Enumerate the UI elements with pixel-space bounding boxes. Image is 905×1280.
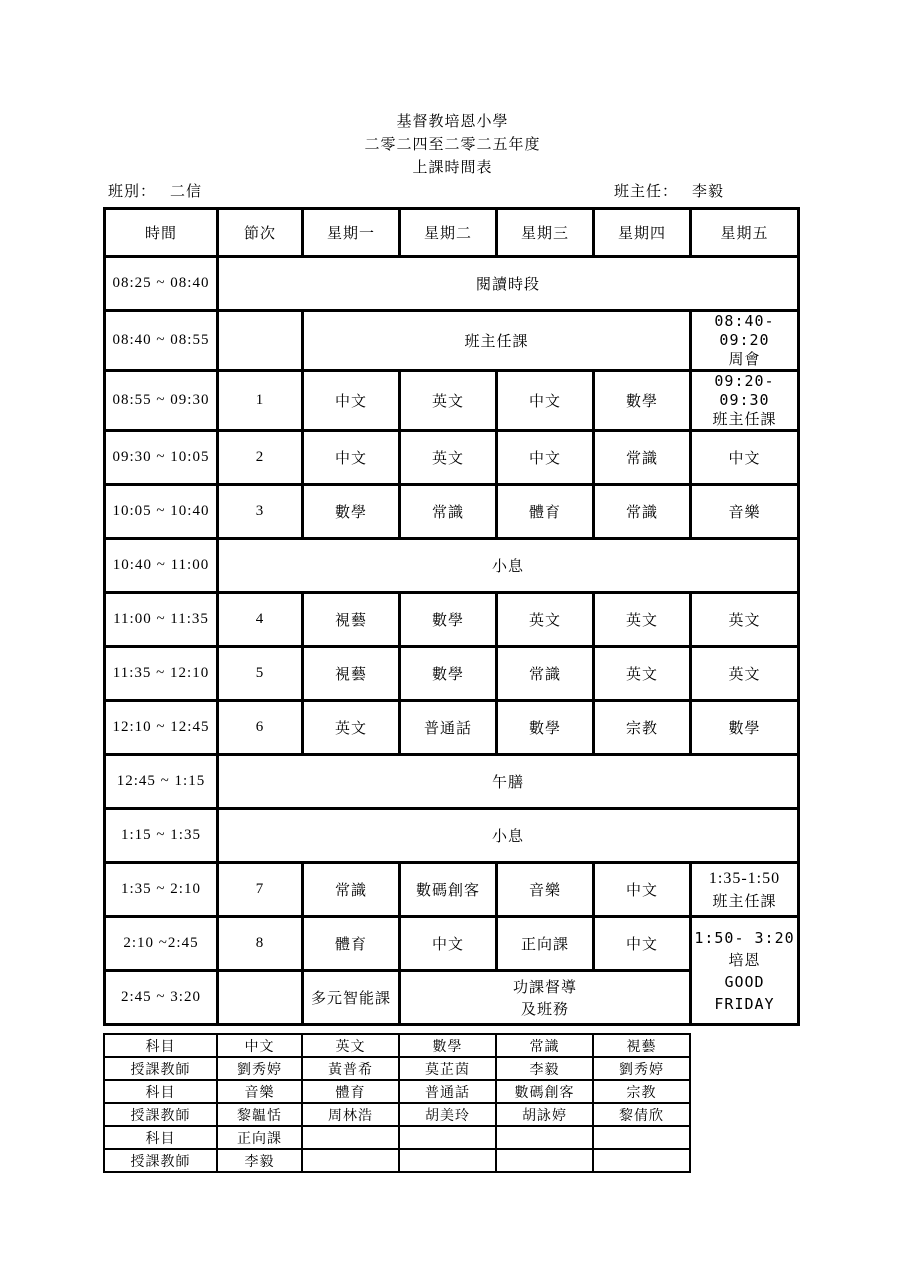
subject-cell: 常識 (496, 1034, 593, 1057)
teacher-cell: 莫芷茵 (399, 1057, 496, 1080)
tue-cell: 英文 (400, 371, 497, 431)
fri-label: 班主任課 (712, 891, 777, 910)
wed-cell: 體育 (497, 485, 594, 539)
teacher-label: 授課教師 (104, 1057, 217, 1080)
teacher-cell: 李毅 (496, 1057, 593, 1080)
mon-cell: 英文 (303, 701, 400, 755)
class-teacher-label: 班主任： (614, 182, 679, 200)
thu-cell: 英文 (594, 593, 691, 647)
teacher-cell: 胡詠婷 (496, 1103, 593, 1126)
subject-cell (593, 1126, 690, 1149)
period-number: 3 (218, 485, 303, 539)
header-mon: 星期一 (303, 209, 400, 257)
class-label: 班別： (108, 182, 157, 200)
subject-cell: 宗教 (593, 1080, 690, 1103)
teacher-cell: 劉秀婷 (593, 1057, 690, 1080)
time-cell: 1:35 ~ 2:10 (105, 863, 218, 917)
subject-row (104, 1034, 690, 1057)
period-cell-empty (218, 311, 303, 371)
fri-good-friday-cell (691, 917, 799, 1025)
timetable-header-row (105, 209, 799, 257)
subject-label: 科目 (104, 1034, 217, 1057)
subject-row (104, 1080, 690, 1103)
tue-cell: 數碼創客 (400, 863, 497, 917)
fri-cell (691, 371, 799, 431)
homework-line-1: 功課督導 (512, 977, 577, 996)
row-period-7 (105, 863, 799, 917)
subject-cell (302, 1126, 399, 1149)
homework-line-2: 及班務 (520, 999, 569, 1018)
subject-cell: 英文 (302, 1034, 399, 1057)
thu-cell: 數學 (594, 371, 691, 431)
teacher-cell: 黎倩欣 (593, 1103, 690, 1126)
wed-cell: 數學 (497, 701, 594, 755)
wed-cell: 中文 (497, 431, 594, 485)
mon-cell: 中文 (303, 431, 400, 485)
row-recess-2 (105, 809, 799, 863)
mon-cell: 多元智能課 (303, 971, 400, 1025)
tue-cell: 數學 (400, 593, 497, 647)
mon-cell: 中文 (303, 371, 400, 431)
row-period-4 (105, 593, 799, 647)
fri-cell: 音樂 (691, 485, 799, 539)
recess-label: 小息 (218, 539, 799, 593)
row-class-teacher (105, 311, 799, 371)
tue-cell: 數學 (400, 647, 497, 701)
period-number: 4 (218, 593, 303, 647)
thu-cell: 英文 (594, 647, 691, 701)
fri-assembly-time: 08:40-09:20 (714, 312, 775, 349)
fri-assembly-label: 周會 (728, 350, 761, 368)
timetable (103, 207, 800, 1026)
time-cell: 1:15 ~ 1:35 (105, 809, 218, 863)
tue-cell: 常識 (400, 485, 497, 539)
teacher-cell (302, 1149, 399, 1172)
row-period-2 (105, 431, 799, 485)
row-reading (105, 257, 799, 311)
class-value: 二信 (170, 182, 203, 200)
time-cell: 11:00 ~ 11:35 (105, 593, 218, 647)
mon-cell: 視藝 (303, 593, 400, 647)
row-period-6 (105, 701, 799, 755)
fri-label-2: GOOD FRIDAY (714, 972, 775, 1013)
mon-cell: 數學 (303, 485, 400, 539)
wed-cell: 正向課 (497, 917, 594, 971)
teacher-cell: 黃普希 (302, 1057, 399, 1080)
time-cell: 08:55 ~ 09:30 (105, 371, 218, 431)
thu-cell: 常識 (594, 431, 691, 485)
row-lunch (105, 755, 799, 809)
subject-cell: 數學 (399, 1034, 496, 1057)
wed-cell: 音樂 (497, 863, 594, 917)
teacher-cell (593, 1149, 690, 1172)
teacher-table (103, 1033, 691, 1173)
row-recess-1 (105, 539, 799, 593)
period-number: 6 (218, 701, 303, 755)
header-period: 節次 (218, 209, 303, 257)
subject-cell: 音樂 (217, 1080, 302, 1103)
teacher-cell: 黎韞恬 (217, 1103, 302, 1126)
mon-cell: 視藝 (303, 647, 400, 701)
class-teacher-info (614, 180, 724, 201)
row-period-1 (105, 371, 799, 431)
fri-assembly-cell (691, 311, 799, 371)
subject-cell: 數碼創客 (496, 1080, 593, 1103)
teacher-cell: 周林浩 (302, 1103, 399, 1126)
period-cell-empty (218, 971, 303, 1025)
teacher-cell (496, 1149, 593, 1172)
teacher-cell: 劉秀婷 (217, 1057, 302, 1080)
period-number: 7 (218, 863, 303, 917)
time-cell: 10:05 ~ 10:40 (105, 485, 218, 539)
period-number: 5 (218, 647, 303, 701)
teacher-cell: 李毅 (217, 1149, 302, 1172)
subject-cell (496, 1126, 593, 1149)
mon-cell: 常識 (303, 863, 400, 917)
subject-row (104, 1126, 690, 1149)
time-cell: 08:25 ~ 08:40 (105, 257, 218, 311)
wed-cell: 常識 (497, 647, 594, 701)
time-cell: 10:40 ~ 11:00 (105, 539, 218, 593)
fri-cell: 英文 (691, 593, 799, 647)
period-number: 8 (218, 917, 303, 971)
subject-cell: 體育 (302, 1080, 399, 1103)
time-cell: 12:45 ~ 1:15 (105, 755, 218, 809)
homework-supervision-cell (400, 971, 691, 1025)
row-period-8 (105, 917, 799, 971)
teacher-cell (399, 1149, 496, 1172)
time-cell: 09:30 ~ 10:05 (105, 431, 218, 485)
tue-cell: 英文 (400, 431, 497, 485)
teacher-row (104, 1103, 690, 1126)
fri-time: 1:50- 3:20 (694, 928, 795, 947)
fri-label: 培恩 (728, 950, 761, 969)
teacher-row (104, 1057, 690, 1080)
time-cell: 2:45 ~ 3:20 (105, 971, 218, 1025)
row-period-5 (105, 647, 799, 701)
fri-time: 09:20-09:30 (714, 372, 775, 409)
time-cell: 2:10 ~2:45 (105, 917, 218, 971)
subject-cell: 中文 (217, 1034, 302, 1057)
header-fri: 星期五 (691, 209, 799, 257)
class-teacher-value: 李毅 (692, 182, 725, 200)
fri-label: 班主任課 (712, 410, 777, 428)
fri-cell: 中文 (691, 431, 799, 485)
period-number: 2 (218, 431, 303, 485)
subject-cell: 視藝 (593, 1034, 690, 1057)
header-wed: 星期三 (497, 209, 594, 257)
thu-cell: 中文 (594, 917, 691, 971)
thu-cell: 宗教 (594, 701, 691, 755)
time-cell: 12:10 ~ 12:45 (105, 701, 218, 755)
row-period-3 (105, 485, 799, 539)
school-name: 基督教培恩小學 (396, 112, 509, 130)
thu-cell: 中文 (594, 863, 691, 917)
teacher-row (104, 1149, 690, 1172)
subject-label: 科目 (104, 1080, 217, 1103)
teacher-cell: 胡美玲 (399, 1103, 496, 1126)
tue-cell: 中文 (400, 917, 497, 971)
header-time: 時間 (105, 209, 218, 257)
thu-cell: 常識 (594, 485, 691, 539)
header-tue: 星期二 (400, 209, 497, 257)
fri-cell (691, 863, 799, 917)
fri-time: 1:35-1:50 (708, 869, 781, 887)
subject-cell: 正向課 (217, 1126, 302, 1149)
time-cell: 11:35 ~ 12:10 (105, 647, 218, 701)
fri-cell: 數學 (691, 701, 799, 755)
period-number: 1 (218, 371, 303, 431)
mon-cell: 體育 (303, 917, 400, 971)
lunch-label: 午膳 (218, 755, 799, 809)
subject-label: 科目 (104, 1126, 217, 1149)
header-thu: 星期四 (594, 209, 691, 257)
reading-period: 閱讀時段 (218, 257, 799, 311)
recess-label: 小息 (218, 809, 799, 863)
time-cell: 08:40 ~ 08:55 (105, 311, 218, 371)
wed-cell: 英文 (497, 593, 594, 647)
fri-cell: 英文 (691, 647, 799, 701)
wed-cell: 中文 (497, 371, 594, 431)
class-teacher-lesson: 班主任課 (303, 311, 691, 371)
school-year: 二零二四至二零二五年度 (364, 135, 541, 153)
document-title: 上課時間表 (412, 158, 493, 176)
subject-cell: 普通話 (399, 1080, 496, 1103)
tue-cell: 普通話 (400, 701, 497, 755)
title-block (0, 110, 905, 179)
teacher-label: 授課教師 (104, 1149, 217, 1172)
teacher-label: 授課教師 (104, 1103, 217, 1126)
class-info (108, 180, 202, 201)
subject-cell (399, 1126, 496, 1149)
